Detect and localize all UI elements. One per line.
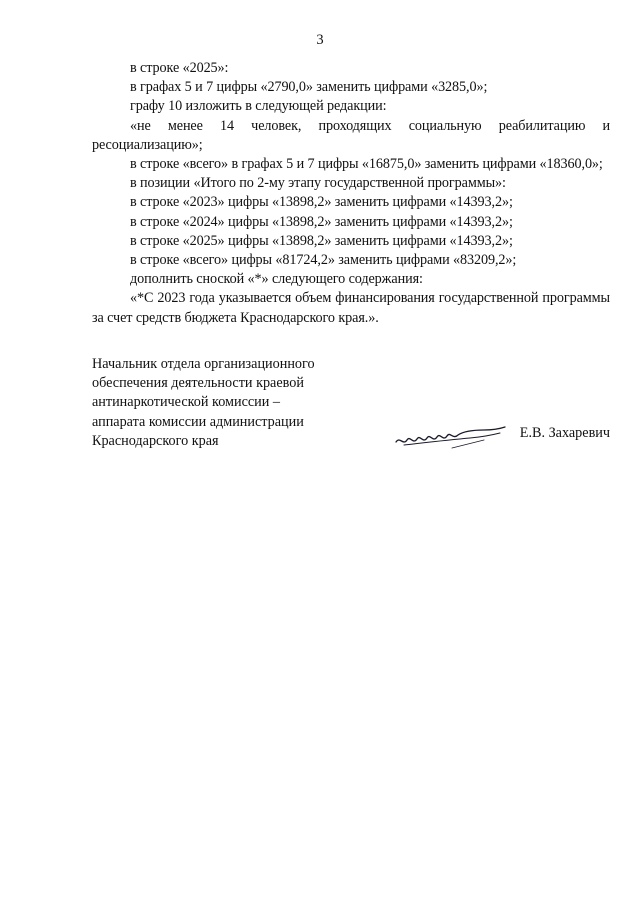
paragraph: в строке «2024» цифры «13898,2» заменить цифрами «14393,2»; xyxy=(130,213,513,230)
paragraph: в графах 5 и 7 цифры «2790,0» заменить цифрами «3285,0»; xyxy=(130,79,488,96)
paragraph: в позиции «Итого по 2-му этапу государственной программы»: xyxy=(130,175,506,192)
page-number: 3 xyxy=(316,32,324,48)
document-body xyxy=(92,59,610,328)
paragraph: в строке «всего» цифры «81724,2» заменить цифрами «83209,2»; xyxy=(130,252,517,269)
paragraph: в строке «всего» в графах 5 и 7 цифры «16875,0» заменить цифрами «18360,0»; xyxy=(130,156,603,173)
paragraph: дополнить сноской «*» следующего содержания: xyxy=(130,271,423,288)
paragraph: графу 10 изложить в следующей редакции: xyxy=(130,98,387,115)
paragraph: «не менее 14 человек, проходящих социальную реабилитацию и ресоциализацию»; xyxy=(92,117,610,153)
position-line: Краснодарского края xyxy=(92,432,219,449)
paragraph: «*С 2023 года указывается объем финансирования государственной программы за счет средств бюджета Краснодарского края.». xyxy=(92,290,610,326)
position-line: обеспечения деятельности краевой xyxy=(92,375,304,392)
paragraph: в строке «2023» цифры «13898,2» заменить цифрами «14393,2»; xyxy=(130,194,513,211)
signatory-name: Е.В. Захаревич xyxy=(519,425,610,441)
paragraph: в строке «2025»: xyxy=(130,60,229,76)
position-line: Начальник отдела организационного xyxy=(92,356,315,372)
position-line: аппарата комиссии администрации xyxy=(92,413,304,430)
position-line: антинаркотической комиссии – xyxy=(92,394,281,411)
paragraph: в строке «2025» цифры «13898,2» заменить цифрами «14393,2»; xyxy=(130,232,513,249)
